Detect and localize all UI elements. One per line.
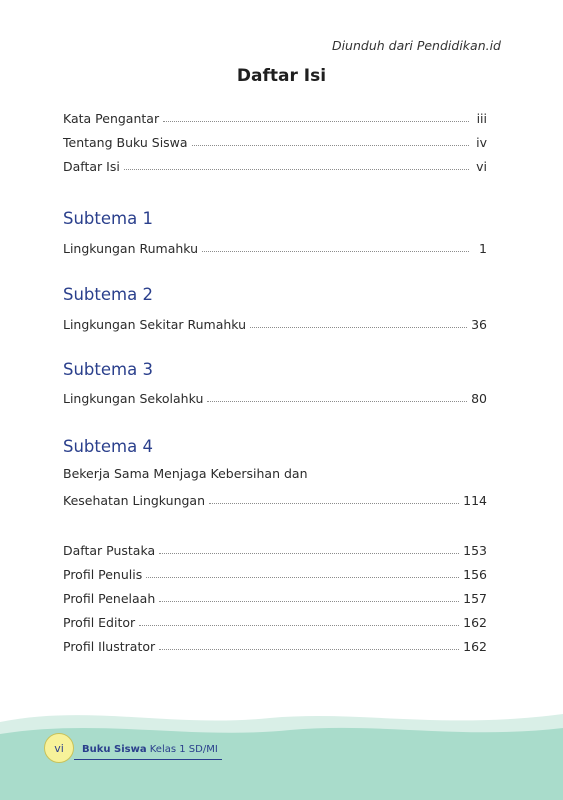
dot-leader (159, 552, 459, 554)
dot-leader (192, 144, 469, 146)
toc-entry-label: Profil Ilustrator (63, 639, 156, 654)
toc-entry-label: Lingkungan Rumahku (63, 241, 199, 256)
dot-leader (124, 168, 469, 170)
dot-leader (163, 120, 469, 122)
toc-entry-page: 156 (463, 567, 487, 582)
source-note: Diunduh dari Pendidikan.id (331, 38, 501, 53)
toc-entry-label: Profil Penelaah (63, 591, 156, 606)
toc-entry-label: Lingkungan Sekolahku (63, 391, 204, 406)
toc-entry-label: Kesehatan Lingkungan (63, 493, 206, 508)
toc-entry-label: Profil Penulis (63, 567, 143, 582)
toc-entry-label: Profil Editor (63, 615, 136, 630)
toc-entry-page: 157 (463, 591, 487, 606)
dot-leader (250, 326, 467, 328)
toc-entry-page: 80 (471, 391, 487, 406)
dot-leader (139, 624, 459, 626)
toc-entry-page: iii (476, 111, 487, 126)
toc-entry-page: iv (476, 135, 487, 150)
subtema-heading: Subtema 4 (63, 437, 153, 456)
book-subtitle: Kelas 1 SD/MI (149, 744, 218, 755)
toc-entry-label: Daftar Pustaka (63, 543, 156, 558)
toc-entry-label: Kata Pengantar (63, 111, 160, 126)
dot-leader (207, 400, 467, 402)
toc-entry-label: Daftar Isi (63, 159, 120, 174)
dot-leader (209, 502, 459, 504)
toc-entry[interactable] (63, 610, 487, 630)
toc-entry-page: vi (476, 159, 487, 174)
book-label (82, 744, 218, 755)
toc-entry-page: 162 (463, 615, 487, 630)
toc-entry-line1: Bekerja Sama Menjaga Kebersihan dan (63, 466, 308, 481)
subtema-heading: Subtema 2 (63, 285, 153, 304)
toc-entry-label: Lingkungan Sekitar Rumahku (63, 317, 247, 332)
page-number-badge: vi (44, 733, 74, 763)
book-label-underline (74, 759, 222, 760)
toc-entry[interactable] (63, 154, 487, 174)
dot-leader (146, 576, 459, 578)
toc-entry-label: Tentang Buku Siswa (63, 135, 188, 150)
dot-leader (159, 648, 459, 650)
toc-entry-page: 162 (463, 639, 487, 654)
book-title: Buku Siswa (82, 744, 147, 755)
toc-entry[interactable] (63, 562, 487, 582)
dot-leader (159, 600, 459, 602)
toc-entry[interactable] (63, 538, 487, 558)
page-title: Daftar Isi (236, 66, 327, 86)
toc-entry[interactable] (63, 312, 487, 332)
toc-entry-page: 36 (471, 317, 487, 332)
toc-entry[interactable] (63, 236, 487, 256)
toc-entry[interactable] (63, 488, 487, 508)
dot-leader (202, 250, 469, 252)
toc-entry-page: 153 (463, 543, 487, 558)
toc-entry[interactable] (63, 586, 487, 606)
subtema-heading: Subtema 3 (63, 360, 153, 379)
toc-entry-page: 1 (479, 241, 487, 256)
toc-entry[interactable] (63, 106, 487, 126)
footer-wave-main (0, 728, 563, 800)
toc-entry[interactable] (63, 386, 487, 406)
toc-entry[interactable] (63, 130, 487, 150)
toc-entry-page: 114 (463, 493, 487, 508)
subtema-heading: Subtema 1 (63, 209, 153, 228)
toc-entry[interactable] (63, 634, 487, 654)
